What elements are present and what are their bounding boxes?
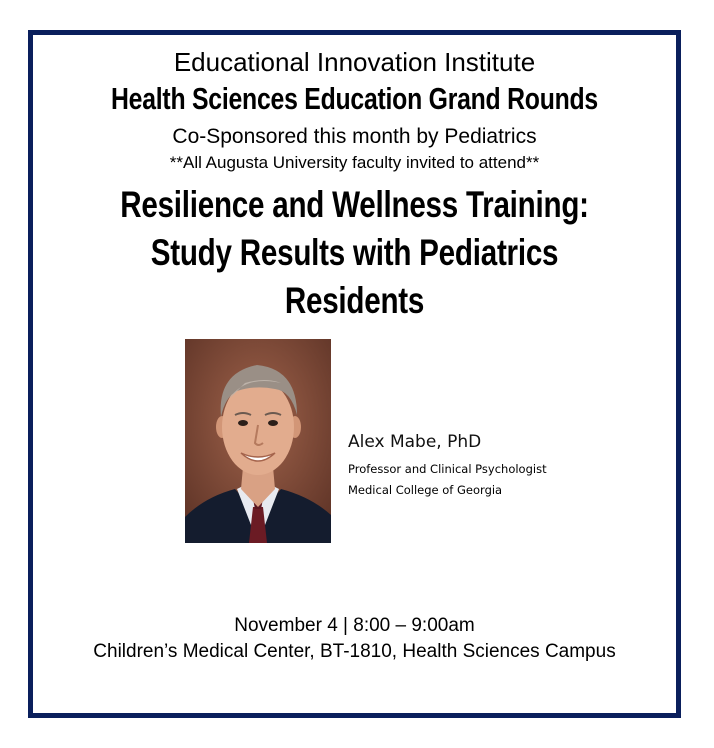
event-location: Children’s Medical Center, BT-1810, Health Sciences Campus [93,641,616,662]
cosponsor-line: Co-Sponsored this month by Pediatrics [172,125,537,148]
talk-title-line-3: Residents [284,280,425,321]
event-date-time: November 4 | 8:00 – 9:00am [234,615,475,636]
speaker-photo [185,339,331,543]
flyer-frame [28,30,681,718]
talk-title-line-1: Resilience and Wellness Training: [120,184,589,225]
speaker-organization: Medical College of Georgia [348,483,503,497]
talk-title-line-2: Study Results with Pediatrics [150,232,559,273]
speaker-portrait-image [185,339,331,543]
invitation-line: **All Augusta University faculty invited to attend** [169,153,540,172]
institute-name: Educational Innovation Institute [173,47,536,77]
series-title: Health Sciences Education Grand Rounds [110,81,598,116]
speaker-name: Alex Mabe, PhD [348,432,482,452]
speaker-role: Professor and Clinical Psychologist [348,462,547,476]
